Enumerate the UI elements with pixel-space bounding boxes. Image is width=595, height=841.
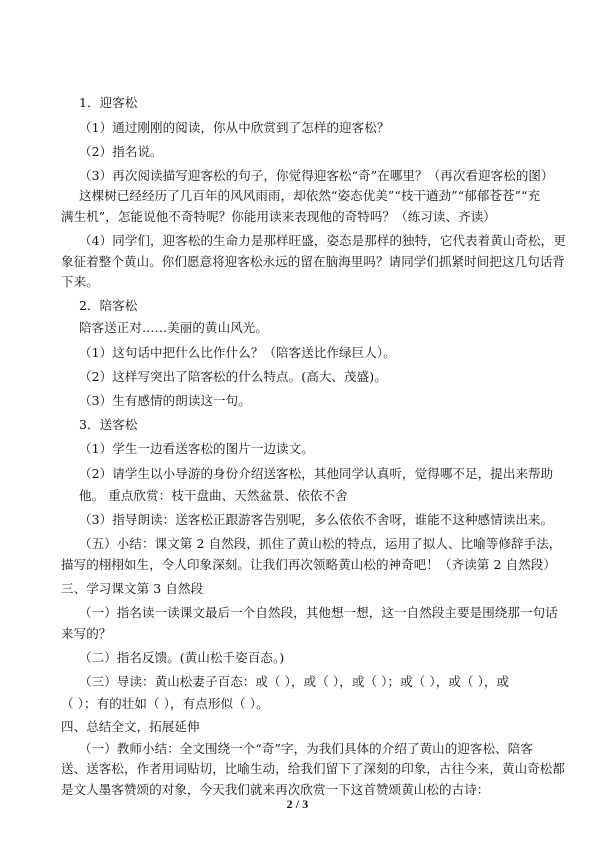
section-heading-four: 四、总结全文，拓展延伸 bbox=[61, 719, 200, 734]
heading-farewell-pine: 3．送客松 bbox=[79, 417, 138, 432]
paragraph-line: 满生机”，怎能说他不奇特呢？你能用读来表现他的奇特吗？（练习读、齐读） bbox=[61, 209, 496, 224]
paragraph-line: 来写的？ bbox=[61, 626, 112, 641]
summary-line: （五）小结：课文第 2 自然段，抓住了黄山松的特点，运用了拟人、比喻等修辞手法， bbox=[79, 536, 562, 551]
fill-blank-line: （ ）；有的壮如（ ），有点形似（ ）。 bbox=[61, 696, 269, 711]
paragraph-line: （4）同学们，迎客松的生命力是那样旺盛，姿态是那样的独特，它代表着黄山奇松，更 bbox=[79, 233, 566, 248]
paragraph-line: （2）请学生以小导游的身份介绍送客松，其他同学认真听，觉得哪不足，提出来帮助 bbox=[79, 466, 554, 481]
paragraph-line: （3）指导朗读：送客松正跟游客告别呢，多么依依不舍呀，谁能不这种感情读出来。 bbox=[79, 512, 554, 527]
fill-blank-line: （三）导读：黄山松妻子百态：或（ ），或（ ），或（ ）；或（ ），或（ ），或 bbox=[79, 674, 510, 689]
paragraph-line: 是文人墨客赞颂的对象，今天我们就来再次欣赏一下这首赞颂黄山松的古诗： bbox=[61, 782, 490, 797]
paragraph-line: （1）通过刚刚的阅读，你从中欣赏到了怎样的迎客松？ bbox=[79, 120, 390, 135]
paragraph-line: 他。 重点欣赏：枝干盘曲、天然盆景、依依不舍 bbox=[79, 488, 348, 503]
paragraph-line: 这棵树已经经历了几百年的风风雨雨，却依然“姿态优美”“枝干遒劲”“郁郁苍苍”“充 bbox=[79, 188, 541, 203]
paragraph-line: （一）教师小结：全文围绕一个“奇”字，为我们具体的介绍了黄山的迎客松、陪客 bbox=[79, 741, 533, 756]
page-number: 2 / 3 bbox=[286, 797, 309, 811]
paragraph-line: （3）生有感情的朗读这一句。 bbox=[79, 393, 251, 408]
paragraph-line: 陪客送正对……美丽的黄山风光。 bbox=[79, 320, 269, 335]
paragraph-line: （2）指名说。 bbox=[79, 144, 163, 159]
section-heading-three: 三、学习课文第 3 自然段 bbox=[61, 581, 204, 596]
heading-accompany-pine: 2．陪客松 bbox=[79, 298, 138, 313]
heading-welcome-pine: 1．迎客松 bbox=[79, 95, 138, 110]
paragraph-line: （二）指名反馈。(黄山松千姿百态。) bbox=[79, 650, 285, 665]
paragraph-line: 象征着整个黄山。你们愿意将迎客松永远的留在脑海里吗？请同学们抓紧时间把这几句话背 bbox=[61, 254, 566, 269]
paragraph-line: 下来。 bbox=[61, 274, 99, 289]
paragraph-line: 送、送客松，作者用词贴切，比喻生动，给我们留下了深刻的印象，古往今来，黄山奇松都 bbox=[61, 761, 566, 776]
summary-line: 描写的栩栩如生，令人印象深刻。让我们再次领略黄山松的神奇吧！（齐读第 2 自然段） bbox=[61, 557, 557, 572]
paragraph-line: （2）这样写突出了陪客松的什么特点。(高大、茂盛)。 bbox=[79, 369, 387, 384]
paragraph-line: （1）这句话中把什么比作什么？（陪客送比作绿巨人）。 bbox=[79, 345, 396, 360]
paragraph-line: （3）再次阅读描写迎客松的句子，你觉得迎客松“奇”在哪里？（再次看迎客松的图） bbox=[79, 168, 554, 183]
paragraph-line: （1）学生一边看送客松的图片一边读文。 bbox=[79, 441, 314, 456]
paragraph-line: （一）指名读一读课文最后一个自然段，其他想一想，这一自然段主要是围绕那一句话 bbox=[79, 605, 558, 620]
